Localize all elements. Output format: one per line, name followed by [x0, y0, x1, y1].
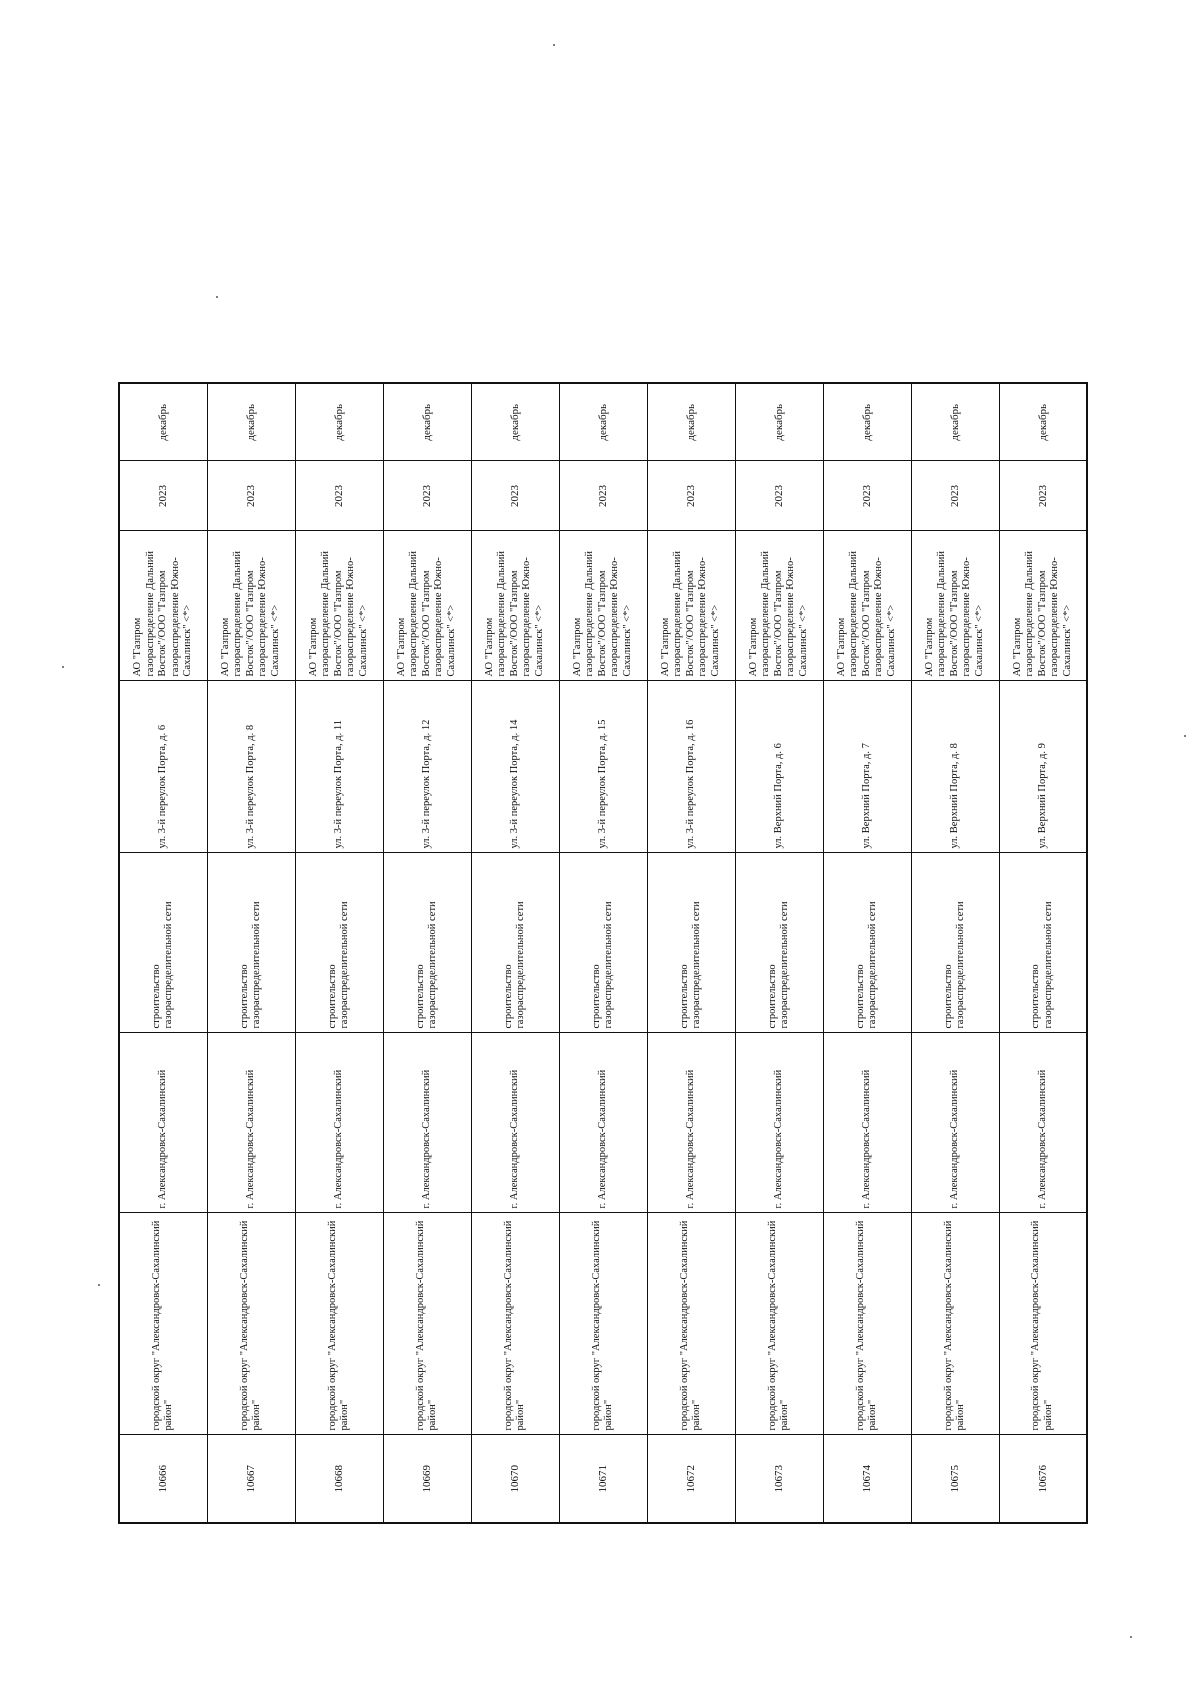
work-type-cell: строительство газораспределительной сети — [119, 853, 207, 1033]
work-type-cell: строительство газораспределительной сети — [383, 853, 471, 1033]
row-number-cell: 10674 — [823, 1435, 911, 1523]
work-type-cell: строительство газораспределительной сети — [823, 853, 911, 1033]
gasification-schedule-table — [118, 382, 1088, 1524]
work-type-cell: строительство газораспределительной сети — [999, 853, 1087, 1033]
table-row — [823, 383, 911, 1523]
locality-cell: г. Александровск-Сахалинский — [207, 1033, 295, 1213]
table-row — [295, 383, 383, 1523]
row-number-cell: 10673 — [735, 1435, 823, 1523]
address-cell: ул. Верхний Порта, д. 6 — [735, 681, 823, 853]
locality-cell: г. Александровск-Сахалинский — [383, 1033, 471, 1213]
district-cell: городской округ "Александровск-Сахалинский район" — [383, 1213, 471, 1435]
month-cell: декабрь — [383, 383, 471, 461]
month-cell: декабрь — [559, 383, 647, 461]
row-number-cell: 10669 — [383, 1435, 471, 1523]
district-cell: городской округ "Александровск-Сахалинский район" — [207, 1213, 295, 1435]
locality-cell: г. Александровск-Сахалинский — [647, 1033, 735, 1213]
month-cell: декабрь — [823, 383, 911, 461]
district-cell: городской округ "Александровск-Сахалинский район" — [911, 1213, 999, 1435]
month-cell: декабрь — [207, 383, 295, 461]
month-cell: декабрь — [735, 383, 823, 461]
row-number-cell: 10668 — [295, 1435, 383, 1523]
district-cell: городской округ "Александровск-Сахалинский район" — [295, 1213, 383, 1435]
organization-cell: АО "Газпром газораспределение Дальний Восток"/ООО "Газпром газораспределение Южно-Сахалинск" <*> — [207, 531, 295, 681]
year-cell: 2023 — [823, 461, 911, 531]
table-body — [119, 383, 1087, 1523]
address-cell: ул. 3-й переулок Порта, д. 14 — [471, 681, 559, 853]
row-number-cell: 10672 — [647, 1435, 735, 1523]
organization-cell: АО "Газпром газораспределение Дальний Восток"/ООО "Газпром газораспределение Южно-Сахалинск" <*> — [647, 531, 735, 681]
locality-cell: г. Александровск-Сахалинский — [911, 1033, 999, 1213]
work-type-cell: строительство газораспределительной сети — [911, 853, 999, 1033]
locality-cell: г. Александровск-Сахалинский — [119, 1033, 207, 1213]
district-cell: городской округ "Александровск-Сахалинский район" — [647, 1213, 735, 1435]
locality-cell: г. Александровск-Сахалинский — [559, 1033, 647, 1213]
scan-speck — [98, 1284, 100, 1286]
address-cell: ул. 3-й переулок Порта, д. 15 — [559, 681, 647, 853]
address-cell: ул. 3-й переулок Порта, д. 12 — [383, 681, 471, 853]
address-cell: ул. Верхний Порта, д. 7 — [823, 681, 911, 853]
row-number-cell: 10667 — [207, 1435, 295, 1523]
year-cell: 2023 — [911, 461, 999, 531]
work-type-cell: строительство газораспределительной сети — [735, 853, 823, 1033]
address-cell: ул. 3-й переулок Порта, д. 6 — [119, 681, 207, 853]
organization-cell: АО "Газпром газораспределение Дальний Восток"/ООО "Газпром газораспределение Южно-Сахалинск" <*> — [471, 531, 559, 681]
organization-cell: АО "Газпром газораспределение Дальний Восток"/ООО "Газпром газораспределение Южно-Сахалинск" <*> — [823, 531, 911, 681]
row-number-cell: 10671 — [559, 1435, 647, 1523]
year-cell: 2023 — [207, 461, 295, 531]
row-number-cell: 10675 — [911, 1435, 999, 1523]
year-cell: 2023 — [383, 461, 471, 531]
locality-cell: г. Александровск-Сахалинский — [295, 1033, 383, 1213]
table-row — [999, 383, 1087, 1523]
organization-cell: АО "Газпром газораспределение Дальний Восток"/ООО "Газпром газораспределение Южно-Сахалинск" <*> — [119, 531, 207, 681]
scan-speck — [62, 666, 64, 668]
locality-cell: г. Александровск-Сахалинский — [823, 1033, 911, 1213]
year-cell: 2023 — [735, 461, 823, 531]
work-type-cell: строительство газораспределительной сети — [559, 853, 647, 1033]
table-row — [471, 383, 559, 1523]
district-cell: городской округ "Александровск-Сахалинский район" — [735, 1213, 823, 1435]
row-number-cell: 10676 — [999, 1435, 1087, 1523]
row-number-cell: 10670 — [471, 1435, 559, 1523]
work-type-cell: строительство газораспределительной сети — [295, 853, 383, 1033]
year-cell: 2023 — [999, 461, 1087, 531]
scan-speck — [553, 44, 555, 46]
scan-speck — [1184, 735, 1186, 737]
table-row — [383, 383, 471, 1523]
table-row — [647, 383, 735, 1523]
month-cell: декабрь — [471, 383, 559, 461]
work-type-cell: строительство газораспределительной сети — [647, 853, 735, 1033]
locality-cell: г. Александровск-Сахалинский — [735, 1033, 823, 1213]
organization-cell: АО "Газпром газораспределение Дальний Восток"/ООО "Газпром газораспределение Южно-Сахалинск" <*> — [735, 531, 823, 681]
table-row — [559, 383, 647, 1523]
work-type-cell: строительство газораспределительной сети — [471, 853, 559, 1033]
district-cell: городской округ "Александровск-Сахалинский район" — [119, 1213, 207, 1435]
locality-cell: г. Александровск-Сахалинский — [471, 1033, 559, 1213]
address-cell: ул. 3-й переулок Порта, д. 8 — [207, 681, 295, 853]
organization-cell: АО "Газпром газораспределение Дальний Восток"/ООО "Газпром газораспределение Южно-Сахалинск" <*> — [295, 531, 383, 681]
organization-cell: АО "Газпром газораспределение Дальний Восток"/ООО "Газпром газораспределение Южно-Сахалинск" <*> — [999, 531, 1087, 681]
organization-cell: АО "Газпром газораспределение Дальний Восток"/ООО "Газпром газораспределение Южно-Сахалинск" <*> — [383, 531, 471, 681]
organization-cell: АО "Газпром газораспределение Дальний Восток"/ООО "Газпром газораспределение Южно-Сахалинск" <*> — [911, 531, 999, 681]
scan-speck — [1130, 1636, 1132, 1638]
work-type-cell: строительство газораспределительной сети — [207, 853, 295, 1033]
month-cell: декабрь — [295, 383, 383, 461]
address-cell: ул. 3-й переулок Порта, д. 16 — [647, 681, 735, 853]
month-cell: декабрь — [647, 383, 735, 461]
district-cell: городской округ "Александровск-Сахалинский район" — [823, 1213, 911, 1435]
month-cell: декабрь — [999, 383, 1087, 461]
address-cell: ул. Верхний Порта, д. 8 — [911, 681, 999, 853]
row-number-cell: 10666 — [119, 1435, 207, 1523]
year-cell: 2023 — [471, 461, 559, 531]
address-cell: ул. 3-й переулок Порта, д. 11 — [295, 681, 383, 853]
table-row — [911, 383, 999, 1523]
locality-cell: г. Александровск-Сахалинский — [999, 1033, 1087, 1213]
table-row — [207, 383, 295, 1523]
organization-cell: АО "Газпром газораспределение Дальний Восток"/ООО "Газпром газораспределение Южно-Сахалинск" <*> — [559, 531, 647, 681]
address-cell: ул. Верхний Порта, д. 9 — [999, 681, 1087, 853]
district-cell: городской округ "Александровск-Сахалинский район" — [999, 1213, 1087, 1435]
year-cell: 2023 — [559, 461, 647, 531]
district-cell: городской округ "Александровск-Сахалинский район" — [559, 1213, 647, 1435]
year-cell: 2023 — [647, 461, 735, 531]
month-cell: декабрь — [119, 383, 207, 461]
table-row — [735, 383, 823, 1523]
year-cell: 2023 — [295, 461, 383, 531]
month-cell: декабрь — [911, 383, 999, 461]
scan-speck — [216, 296, 218, 298]
table-row — [119, 383, 207, 1523]
district-cell: городской округ "Александровск-Сахалинский район" — [471, 1213, 559, 1435]
year-cell: 2023 — [119, 461, 207, 531]
